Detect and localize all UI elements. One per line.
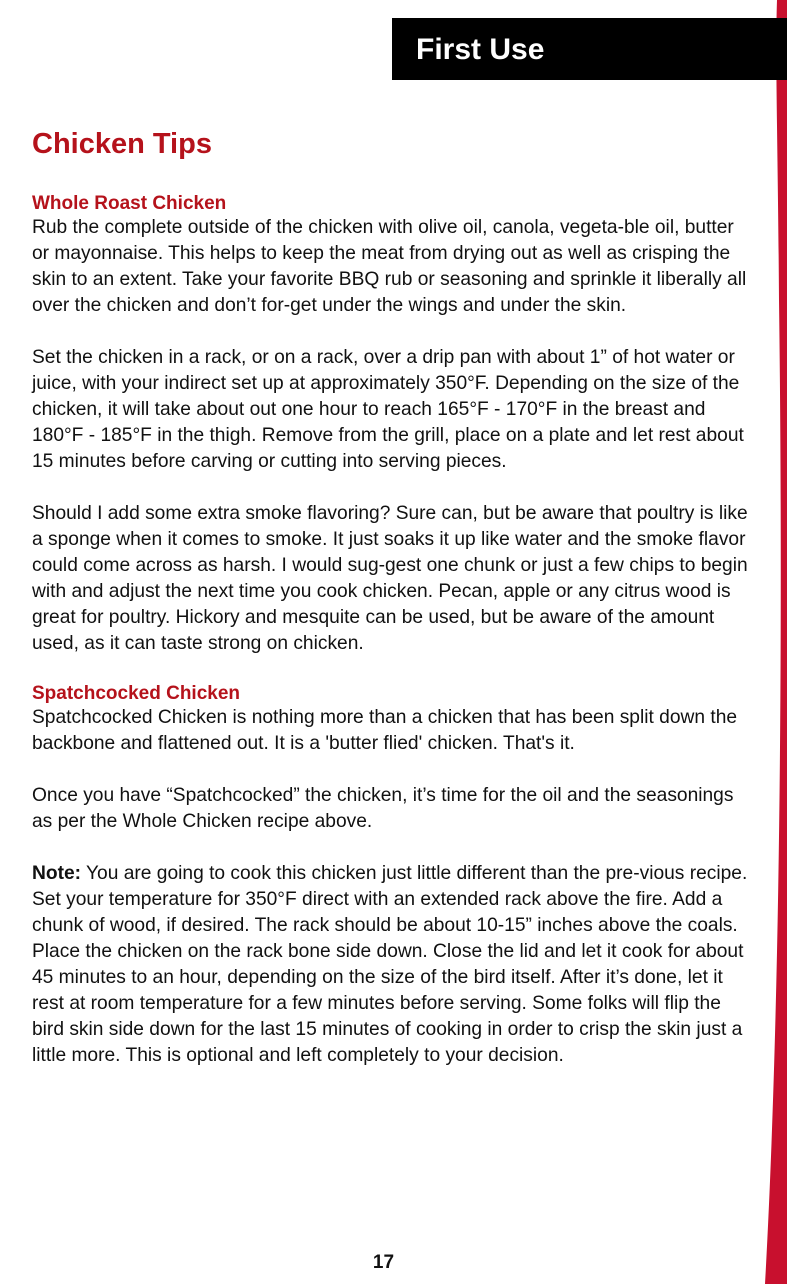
spatchcocked-paragraph-2: Once you have “Spatchcocked” the chicken, it’s time for the oil and the seasonings as per the Whole Chicken recipe above.: [32, 785, 734, 832]
note-paragraph: [32, 861, 748, 1069]
page-content: [32, 130, 748, 1069]
spatchcocked-heading: Spatchcocked Chicken: [32, 683, 241, 704]
section-title: First Use: [416, 33, 545, 66]
whole-roast-paragraph-2: Set the chicken in a rack, or on a rack, over a drip pan with about 1” of hot water or juice, with your indirect set up at approximately 350°F. Depending on the size of the chicken, it will take about out one hour to reach 165°F - 170°F in the breast and 180°F - 185°F in the thigh. Remove from the grill, place on a plate and let rest about 15 minutes before carving or cutting into serving pieces.: [32, 347, 744, 472]
page-title: Chicken Tips: [32, 128, 212, 160]
whole-roast-paragraph-3: Should I add some extra smoke flavoring? Sure can, but be aware that poultry is like a sponge when it comes to smoke. It just soaks it up like water and the smoke flavor could come across as harsh. I would sug-gest one chunk or just a few chips to begin with and adjust the next time you cook chicken. Pecan, apple or any citrus wood is great for poultry. Hickory and mesquite can be used, but be aware of the amount used, as it can taste strong on chicken.: [32, 503, 748, 654]
whole-roast-heading: Whole Roast Chicken: [32, 193, 227, 214]
page-number: 17: [372, 1252, 395, 1273]
note-label: Note:: [32, 863, 82, 884]
whole-roast-paragraph-1: Rub the complete outside of the chicken with olive oil, canola, vegeta-ble oil, butter or mayonnaise. This helps to keep the meat from drying out as well as crisping the skin to an extent. Take your favorite BBQ rub or seasoning and sprinkle it liberally all over the chicken and don’t for-get under the wings and under the skin.: [32, 217, 747, 316]
note-text: You are going to cook this chicken just little different than the pre-vious recipe. Set your temperature for 350°F direct with an extended rack above the fire. Add a chunk of wood, if desired. The rack should be about 10-15” inches above the coals. Place the chicken on the rack bone side down. Close the lid and let it cook for about 45 minutes to an hour, depending on the size of the bird itself. After it’s done, let it rest at room temperature for a few minutes before serving. Some folks will flip the bird skin side down for the last 15 minutes of cooking in order to crisp the skin just a little more. This is optional and left completely to your decision.: [32, 863, 748, 1066]
spatchcocked-paragraph-1: Spatchcocked Chicken is nothing more than a chicken that has been split down the backbone and flattened out. It is a 'butter flied' chicken. That's it.: [32, 707, 738, 754]
section-header: [392, 18, 787, 80]
